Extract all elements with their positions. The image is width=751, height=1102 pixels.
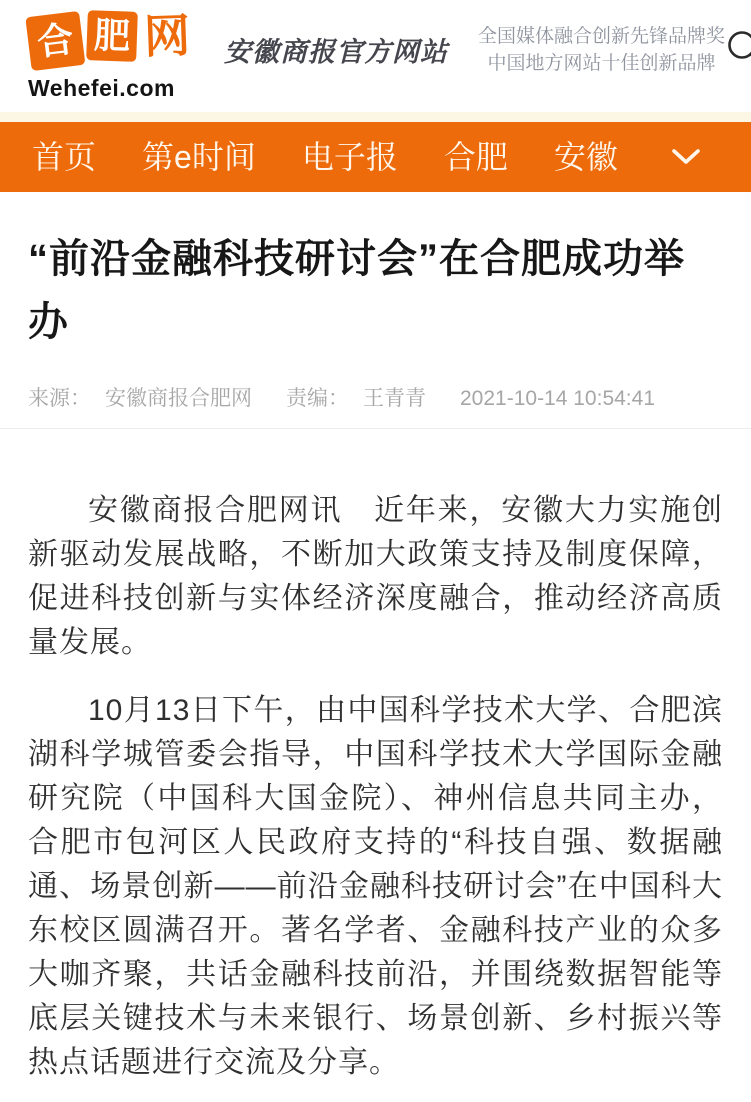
- search-button[interactable]: [725, 27, 751, 71]
- source-label: 来源：: [28, 387, 91, 410]
- nav-item-anhui[interactable]: 安徽: [553, 139, 618, 175]
- chevron-down-icon: [670, 147, 702, 167]
- site-logo[interactable]: [28, 8, 192, 102]
- logo-tile-3: 网: [143, 8, 191, 63]
- main-nav: [0, 122, 751, 192]
- article-title: “前沿金融科技研讨会”在合肥成功举办: [28, 237, 685, 344]
- editor-label: 责编：: [286, 387, 349, 410]
- search-icon: [725, 29, 751, 69]
- site-tagline: 安徽商报官方网站: [224, 36, 448, 67]
- logo-domain-text: Wehefei.com: [28, 74, 175, 101]
- award-line-1: 全国媒体融合创新先锋品牌奖: [478, 26, 726, 47]
- meta-divider: [0, 428, 751, 429]
- nav-more-button[interactable]: [670, 147, 702, 167]
- article: [0, 228, 751, 1085]
- nav-item-hefei[interactable]: 合肥: [443, 139, 508, 175]
- nav-item-epaper[interactable]: 电子报: [301, 139, 398, 175]
- award-line-2: 中国地方网站十佳创新品牌: [487, 53, 716, 74]
- header-accent-strip: [0, 112, 751, 122]
- logo-tile-1: 合: [25, 10, 85, 70]
- article-paragraph-1: 安徽商报合肥网讯 近年来，安徽大力实施创新驱动发展战略，不断加大政策支持及制度保障，促进科技创新与实体经济深度融合，推动经济高质量发展。: [28, 494, 723, 659]
- editor-value: 王青青: [363, 387, 426, 410]
- nav-item-e-time[interactable]: 第e时间: [142, 139, 256, 175]
- site-header: [0, 0, 751, 112]
- publish-datetime: 2021-10-14 10:54:41: [460, 387, 655, 410]
- logo-tiles: [28, 8, 192, 69]
- source-value: 安徽商报合肥网: [105, 387, 252, 410]
- awards-text: [478, 23, 725, 89]
- article-meta: [28, 382, 723, 412]
- article-paragraph-2: 10月13日下午，由中国科学技术大学、合肥滨湖科学城管委会指导，中国科学技术大学国际金融研究院（中国科大国金院）、神州信息共同主办，合肥市包河区人民政府支持的“科技自强、数据融通、场景创新——前沿金融科技研讨会”在中国科大东校区圆满召开。著名学者、金融科技产业的众多大咖齐聚，共话金融科技前沿，并围绕数据智能等底层关键技术与未来银行、场景创新、乡村振兴等热点话题进行交流及分享。: [28, 694, 723, 1079]
- nav-item-home[interactable]: 首页: [32, 139, 97, 175]
- logo-tile-2: 肥: [86, 10, 138, 62]
